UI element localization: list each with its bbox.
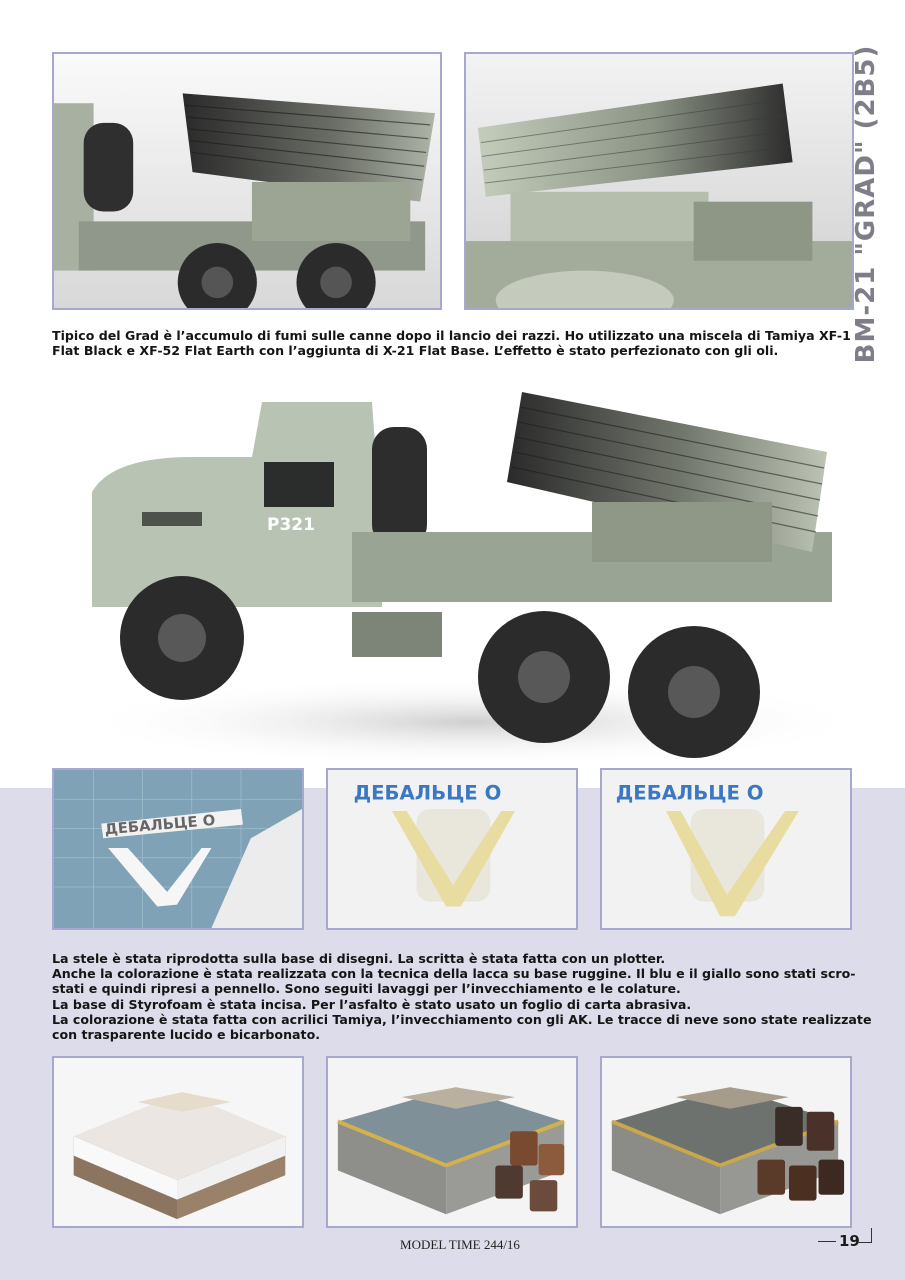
photo-launcher-rear (52, 52, 442, 310)
photo-stele-painted-2 (600, 768, 852, 930)
photo-launcher-closeup (464, 52, 854, 310)
footer-magazine-issue: MODEL TIME 244/16 (400, 1237, 520, 1252)
stele-text: ДЕБАЛЬЦЕ О (353, 781, 502, 805)
photo-base-painted (326, 1056, 578, 1228)
stele-text: ДЕБАЛЬЦЕ О (615, 781, 764, 805)
caption-top-line: Flat Black e XF-52 Flat Earth con l’aggiunta di X-21 Flat Base. L’effetto è stato perfezionato con gli oli. (52, 343, 779, 359)
caption-middle-line: con trasparente lucido e bicarbonato. (52, 1027, 321, 1043)
caption-middle-line: stati e quindi ripresi a pennello. Sono seguiti lavaggi per l’invecchiamento e le colature. (52, 981, 681, 997)
page-corner-mark (857, 1228, 872, 1243)
caption-middle-line: La colorazione è stata fatta con acrilici Tamiya, l’invecchiamento con gli AK. Le tracce di neve sono state realizzate (52, 1011, 872, 1027)
page-number-rule (818, 1241, 836, 1242)
photo-stele-painted-1 (326, 768, 578, 930)
caption-top (52, 328, 851, 358)
page-number-value: 19 (839, 1232, 860, 1250)
vehicle-marking: P321 (267, 515, 315, 535)
photo-stele-template (52, 768, 304, 930)
article-side-title (842, 44, 890, 364)
page-number (818, 1232, 860, 1250)
stele-text: ДЕБАЛЬЦЕ О (104, 811, 216, 839)
caption-top-line: Tipico del Grad è l’accumulo di fumi sulle canne dopo il lancio dei razzi. Ho utilizzato una miscela di Tamiya XF-1 (52, 328, 851, 343)
side-title-text: BM-21 "GRAD" (2B5) (851, 44, 881, 364)
caption-middle (52, 951, 872, 1042)
photo-vehicle-main (52, 362, 852, 782)
caption-middle-line: La base di Styrofoam è stata incisa. Per l’asfalto è stato usato un foglio di carta abrasiva. (52, 996, 692, 1012)
caption-middle-line: La stele è stata riprodotta sulla base di disegni. La scritta è stata fatta con un plotter. (52, 951, 666, 966)
photo-base-snow (52, 1056, 304, 1228)
photo-base-weathered (600, 1056, 852, 1228)
caption-middle-line: Anche la colorazione è stata realizzata con la tecnica della lacca su base ruggine. Il blu e il giallo sono stati scro- (52, 966, 856, 982)
